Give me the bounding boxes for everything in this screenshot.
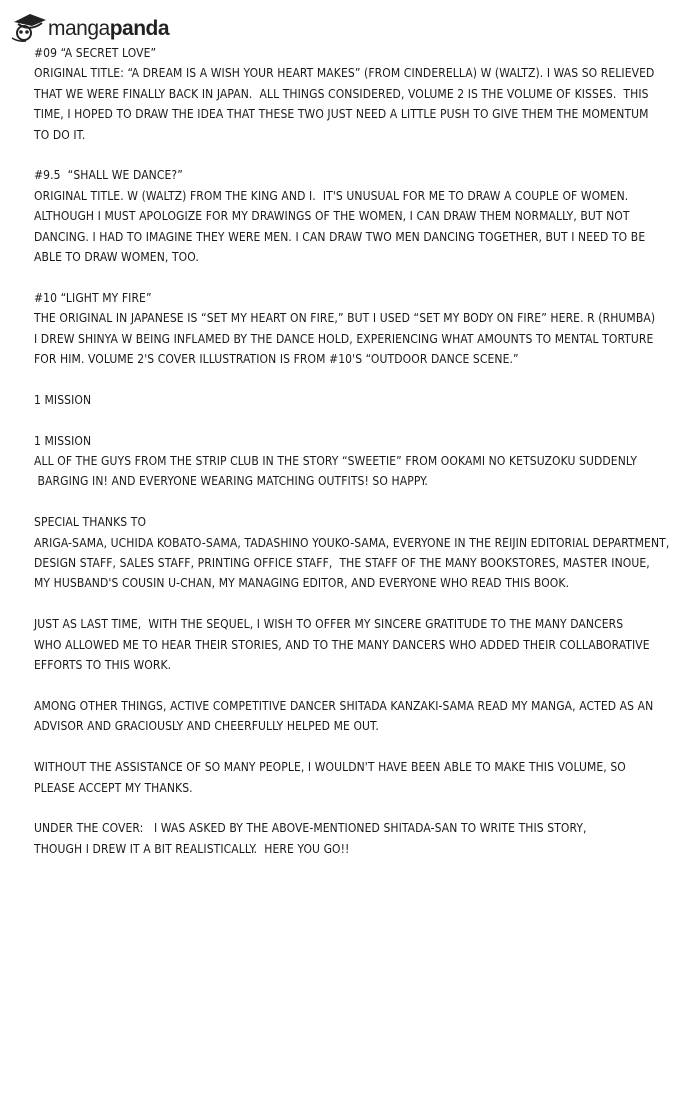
logo-text-bold: panda bbox=[109, 17, 170, 40]
text-paragraph bbox=[34, 818, 674, 859]
paragraph-first-line: WITHOUT THE ASSISTANCE OF SO MANY PEOPLE, I WOULDN'T HAVE BEEN ABLE TO MAKE THIS VOLUME, SO bbox=[34, 760, 626, 775]
paragraph-first-line: #09 “A SECRET LOVE” bbox=[34, 46, 157, 60]
paragraph-line: BARGING IN! AND EVERYONE WEARING MATCHING OUTFITS! SO HAPPY. bbox=[34, 474, 428, 489]
text-paragraph bbox=[34, 614, 674, 675]
paragraph-first-line: AMONG OTHER THINGS, ACTIVE COMPETITIVE DANCER SHITADA KANZAKI-SAMA READ MY MANGA, ACTED AS AN bbox=[34, 698, 654, 713]
paragraph-line: DESIGN STAFF, SALES STAFF, PRINTING OFFICE STAFF, THE STAFF OF THE MANY BOOKSTORES, MASTER INOUE, bbox=[34, 556, 650, 571]
text-paragraph bbox=[34, 43, 674, 145]
paragraph-line: ADVISOR AND GRACIOUSLY AND CHEERFULLY HELPED ME OUT. bbox=[34, 719, 379, 734]
paragraph-line: ORIGINAL TITLE. W (WALTZ) FROM THE KING AND I. IT'S UNUSUAL FOR ME TO DRAW A COUPLE OF WOMEN. bbox=[34, 188, 629, 203]
afterword-text bbox=[34, 43, 674, 880]
paragraph-line: THOUGH I DREW IT A BIT REALISTICALLY. HERE YOU GO!! bbox=[34, 841, 350, 856]
paragraph-first-line: SPECIAL THANKS TO bbox=[34, 515, 147, 530]
panda-hat-icon bbox=[10, 8, 50, 44]
paragraph-line: THE ORIGINAL IN JAPANESE IS “SET MY HEART ON FIRE,” BUT I USED “SET MY BODY ON FIRE” HERE. R (RHUMBA) bbox=[34, 311, 656, 326]
paragraph-line: ALTHOUGH I MUST APOLOGIZE FOR MY DRAWINGS OF THE WOMEN, I CAN DRAW THEM NORMALLY, BUT NOT bbox=[34, 209, 630, 224]
text-paragraph bbox=[34, 696, 674, 737]
text-paragraph bbox=[34, 288, 674, 370]
text-paragraph bbox=[34, 757, 674, 798]
paragraph-line: ALL OF THE GUYS FROM THE STRIP CLUB IN THE STORY “SWEETIE” FROM OOKAMI NO KETSUZOKU SUDDENLY bbox=[34, 454, 638, 469]
paragraph-line: THAT WE WERE FINALLY BACK IN JAPAN. ALL THINGS CONSIDERED, VOLUME 2 IS THE VOLUME OF KISSES. THIS bbox=[34, 86, 649, 101]
paragraph-first-line: #10 “LIGHT MY FIRE” bbox=[34, 290, 152, 305]
paragraph-first-line: 1 MISSION bbox=[34, 392, 92, 407]
text-paragraph bbox=[34, 390, 674, 410]
logo-text bbox=[48, 17, 169, 41]
paragraph-line: TIME, I HOPED TO DRAW THE IDEA THAT THESE TWO JUST NEED A LITTLE PUSH TO GIVE THEM THE MOMENTUM bbox=[34, 107, 649, 122]
paragraph-first-line: JUST AS LAST TIME, WITH THE SEQUEL, I WISH TO OFFER MY SINCERE GRATITUDE TO THE MANY DANCERS bbox=[34, 617, 624, 632]
paragraph-line: EFFORTS TO THIS WORK. bbox=[34, 658, 172, 673]
paragraph-first-line: #9.5 “SHALL WE DANCE?” bbox=[34, 168, 183, 183]
paragraph-line: DANCING. I HAD TO IMAGINE THEY WERE MEN. I CAN DRAW TWO MEN DANCING TOGETHER, BUT I NEED TO BE bbox=[34, 229, 646, 244]
paragraph-line: I DREW SHINYA W BEING INFLAMED BY THE DANCE HOLD, EXPERIENCING WHAT AMOUNTS TO MENTAL TORTURE bbox=[34, 331, 654, 346]
paragraph-first-line: 1 MISSION bbox=[34, 433, 92, 448]
paragraph-line: MY HUSBAND'S COUSIN U-CHAN, MY MANAGING EDITOR, AND EVERYONE WHO READ THIS BOOK. bbox=[34, 576, 570, 591]
text-paragraph bbox=[34, 431, 674, 492]
paragraph-line: TO DO IT. bbox=[34, 127, 86, 142]
paragraph-line: ABLE TO DRAW WOMEN, TOO. bbox=[34, 250, 199, 265]
paragraph-first-line: UNDER THE COVER: I WAS ASKED BY THE ABOVE-MENTIONED SHITADA-SAN TO WRITE THIS STORY, bbox=[34, 821, 587, 836]
paragraph-line: ARIGA-SAMA, UCHIDA KOBATO-SAMA, TADASHINO YOUKO-SAMA, EVERYONE IN THE REIJIN EDITORIAL DEPARTMENT, bbox=[34, 535, 670, 550]
logo-text-prefix: manga bbox=[48, 17, 110, 40]
paragraph-line: ORIGINAL TITLE: “A DREAM IS A WISH YOUR HEART MAKES” (FROM CINDERELLA) W (WALTZ). I WAS SO RELIEVED bbox=[34, 66, 655, 81]
paragraph-line: FOR HIM. VOLUME 2'S COVER ILLUSTRATION IS FROM #10'S “OUTDOOR DANCE SCENE.” bbox=[34, 352, 519, 367]
text-paragraph bbox=[34, 165, 674, 267]
paragraph-line: PLEASE ACCEPT MY THANKS. bbox=[34, 780, 193, 795]
site-logo[interactable] bbox=[10, 8, 169, 44]
paragraph-line: WHO ALLOWED ME TO HEAR THEIR STORIES, AND TO THE MANY DANCERS WHO ADDED THEIR COLLABORATIVE bbox=[34, 637, 650, 652]
text-paragraph bbox=[34, 512, 674, 594]
